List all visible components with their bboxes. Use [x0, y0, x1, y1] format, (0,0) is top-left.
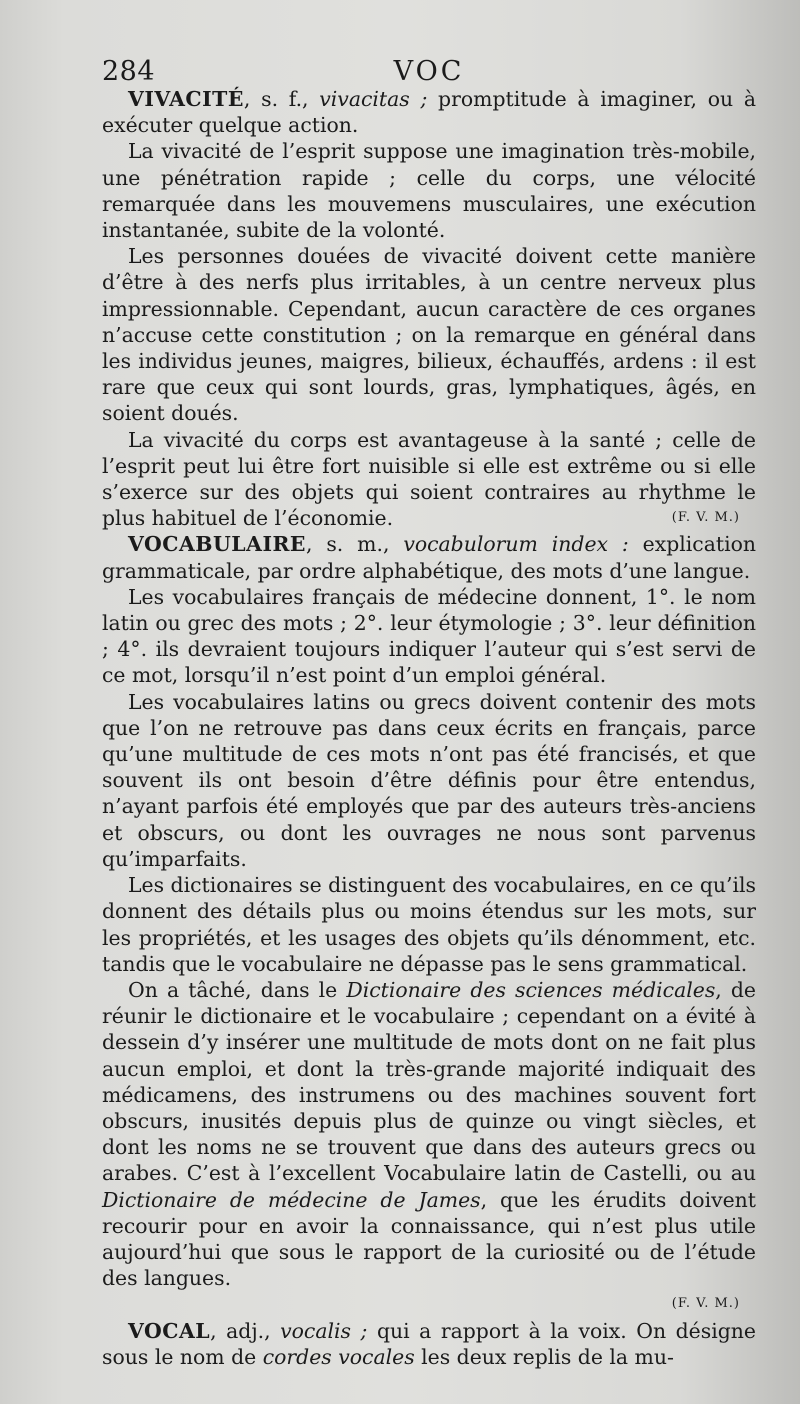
entry-vivacite: [102, 86, 756, 138]
entry-latin: vocabulorum index :: [403, 532, 629, 557]
author-signature: (F. V. M.): [671, 1296, 740, 1312]
paragraph: [102, 427, 756, 532]
running-head: VOC: [393, 56, 465, 87]
paragraph-text: La vivacité du corps est avantageuse à la santé ; celle de l’esprit peut lui être fort nuisible si elle est extrême ou si elle s’exerce sur des objets qui soient contraires au rhythme le plus habituel de l’économie.: [102, 427, 756, 531]
headword: VIVACITÉ: [128, 87, 244, 111]
paragraph-text: , de réunir le dictionaire et le vocabulaire ; cependant on a évité à dessein d’y insérer une multitude de mots dont on ne fait plus aucun emploi, et dont la très-grande majorité indiquait des médicamens, des instrumens ou des machines souvent fort obscurs, inusités depuis plus de quinze ou vingt siècles, et dont les noms ne se trouvent que dans des auteurs grecs ou arabes. C’est à l’excellent Vocabulaire latin de Castelli, ou au: [102, 977, 756, 1186]
book-title: Dictionaire de médecine de James: [102, 1187, 481, 1212]
paragraph-text: On a tâché, dans le: [128, 977, 347, 1002]
author-signature: (F. V. M.): [671, 510, 740, 526]
book-title: Dictionaire des sciences médicales: [346, 977, 716, 1002]
entry-grammar: , s. f.,: [243, 87, 320, 111]
dictionary-text: [102, 86, 756, 1370]
headword: VOCAL: [128, 1318, 211, 1343]
headword: VOCABULAIRE: [128, 532, 306, 557]
page-number: 284: [102, 56, 156, 87]
entry-definition: qui a rapport à la voix. On désigne sous le nom de: [102, 1318, 756, 1369]
paragraph: Les dictionaires se distinguent des vocabulaires, en ce qu’ils donnent des détails plus ou moins étendus sur les mots, sur les propriétés, et les usages des objets qu’ils dénomment, etc. tandis que le vocabulaire ne dépasse pas le sens grammatical.: [102, 873, 756, 976]
entry-latin: vivacitas ;: [319, 87, 428, 111]
paragraph: Les personnes douées de vivacité doivent cette manière d’être à des nerfs plus irritables, à un centre nerveux plus impressionnable. Cependant, aucun caractère de ces organes n’accuse cette constitution ; on la remarque en général dans les individus jeunes, maigres, bilieux, échauffés, ardens : il est rare que ceux qui sont lourds, gras, lymphatiques, âgés, en soient doués.: [102, 244, 756, 426]
paragraph: Les vocabulaires latins ou grecs doivent contenir des mots que l’on ne retrouve pas dans ceux écrits en français, parce qu’une multitude de ces mots n’ont pas été francisés, et que souvent ils ont besoin d’être définis pour être entendus, n’ayant parfois été employés que par des auteurs très-anciens et obscurs, ou dont les ouvrages ne nous sont parvenus qu’imparfaits.: [102, 689, 756, 871]
entry-latin: vocalis ;: [280, 1318, 368, 1343]
paragraph: La vivacité de l’esprit suppose une imagination très-mobile, une pénétration rapide ; celle du corps, une vélocité remarquée dans les mouvemens musculaires, une exécution instantanée, subite de la volonté.: [102, 139, 756, 243]
entry-grammar: , adj.,: [210, 1318, 281, 1343]
paragraph-text: , que les érudits doivent recourir pour en avoir la connaissance, qui n’est plus utile aujourd’hui que sous le rapport de la curiosité ou de l’étude des langues.: [102, 1187, 756, 1291]
entry-vocal: [102, 1318, 756, 1370]
paragraph: [102, 977, 756, 1291]
entry-vocabulaire: [102, 531, 756, 583]
entry-definition: explication grammaticale, par ordre alphabétique, des mots d’une langue.: [102, 532, 756, 583]
entry-latin: cordes vocales: [262, 1344, 415, 1369]
paragraph: Les vocabulaires français de médecine donnent, 1°. le nom latin ou grec des mots ; 2°. leur étymologie ; 3°. leur définition ; 4°. ils devraient toujours indiquer l’auteur qui s’est servi de ce mot, lorsqu’il n’est point d’un emploi général.: [102, 584, 756, 688]
entry-grammar: , s. m.,: [305, 532, 404, 557]
entry-definition: promptitude à imaginer, ou à exécuter quelque action.: [102, 87, 757, 138]
entry-definition: les deux replis de la mu-: [414, 1344, 674, 1369]
